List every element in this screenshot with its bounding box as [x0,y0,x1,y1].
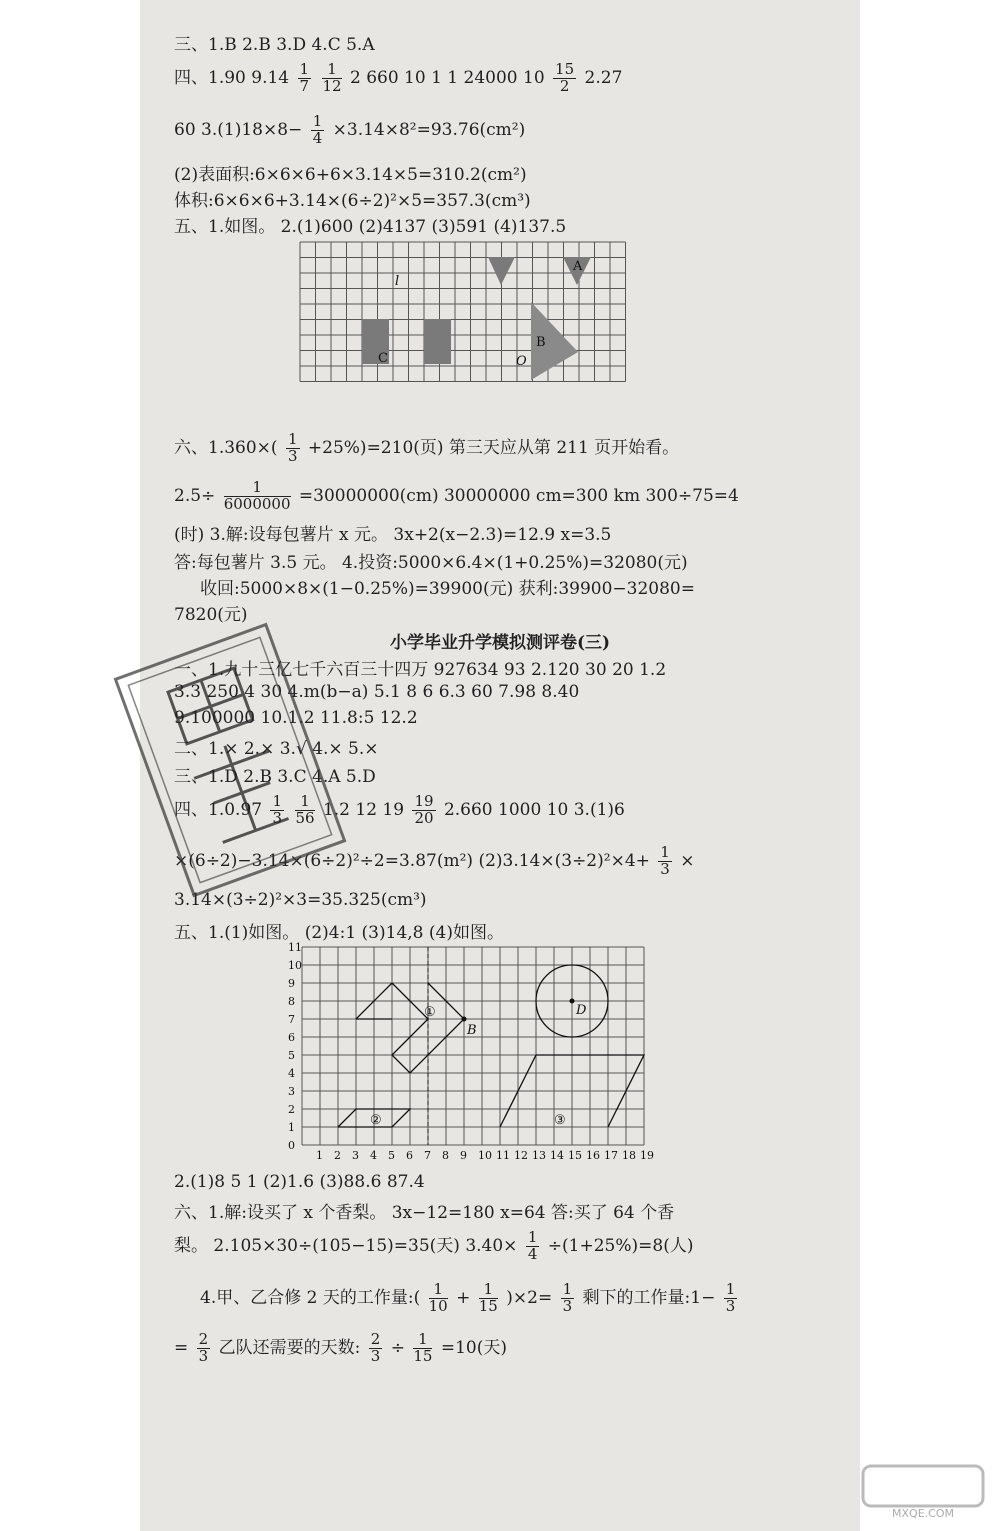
section-title: 小学毕业升学模拟测评卷(三) [389,633,611,653]
svg-text:MXQE.COM: MXQE.COM [892,1507,954,1520]
answer-line: 3.3 250 4 30 4.m(b−a) 5.1 8 6 6.3 60 7.98 8.40 [174,682,580,702]
label: B [536,335,546,350]
fraction: $\frac{2}{3}$ [198,1330,209,1365]
fraction: $\frac{1}{15}$ [413,1330,433,1365]
grid-figure-2 [288,940,678,1165]
answer-line: 梨。 2.105×30÷(105−15)=35(天) 3.40× $\frac{1}{4}$ ÷(1+25%)=8(人) [174,1228,694,1263]
answer-line: 收回:5000×8×(1−0.25%)=39900(元) 获利:39900−32080= [200,579,695,599]
answer-line: = $\frac{2}{3}$ 乙队还需要的天数: $\frac{2}{3}$ ÷ $\frac{1}{15}$ =10(天) [174,1330,507,1365]
y-tick-label: 2 [288,1103,295,1116]
y-tick-label: 11 [288,941,302,954]
fraction: $\frac{1}{4}$ [312,112,323,147]
label: O [516,354,527,369]
x-tick-label: 3 [352,1149,359,1162]
fraction: $\frac{1}{4}$ [527,1228,538,1263]
fraction: $\frac{1}{3}$ [272,792,283,827]
y-tick-label: 10 [288,959,302,972]
answer-line: 4.甲、乙合修 2 天的工作量:( $\frac{1}{10}$ + $\frac{1}{15}$ )×2= $\frac{1}{3}$ 剩下的工作量:1− $\frac{1}{3}$ [200,1280,736,1315]
x-tick-label: 4 [370,1149,377,1162]
x-tick-label: 6 [406,1149,413,1162]
fraction: $\frac{1}{56}$ [295,792,315,827]
answer-line: ×(6÷2)−3.14×(6÷2)²÷2=3.87(m²) (2)3.14×(3÷2)²×4+ $\frac{1}{3}$ × [174,843,695,878]
figure-shapes [338,947,644,1145]
label: ② [370,1113,382,1128]
shaded-triangle [488,257,515,285]
watermark-logo [858,1461,988,1521]
fraction: $\frac{19}{20}$ [414,792,434,827]
answer-line: 2.5÷ $\frac{1}{6000000}$ =30000000(cm) 30000000 cm=300 km 300÷75=4 [174,478,739,513]
label: B [467,1023,477,1038]
fraction: $\frac{1}{3}$ [287,430,298,465]
answer-line: 四、1.0.97 $\frac{1}{3}$ $\frac{1}{56}$ 1.2 12 19 $\frac{19}{20}$ 2.660 1000 10 3.(1)6 [174,792,625,827]
y-tick-label: 6 [288,1031,295,1044]
answer-line: (2)表面积:6×6×6+6×3.14×5=310.2(cm²) [174,165,527,185]
x-tick-label: 15 [568,1149,582,1162]
x-tick-label: 12 [514,1149,528,1162]
label: A [573,259,583,274]
x-tick-label: 13 [532,1149,546,1162]
answer-line: 一、1.九十三亿七千六百三十四万 927634 93 2.120 30 20 1.2 [174,660,667,680]
answer-line: 答:每包薯片 3.5 元。 4.投资:5000×6.4×(1+0.25%)=32080(元) [174,553,688,573]
y-tick-label: 5 [288,1049,295,1062]
x-tick-label: 19 [640,1149,654,1162]
answer-line: 3.14×(3÷2)²×3=35.325(cm³) [174,890,427,910]
x-tick-label: 1 [316,1149,323,1162]
answer-line: 三、1.B 2.B 3.D 4.C 5.A [174,35,375,55]
x-tick-label: 9 [460,1149,467,1162]
x-tick-label: 2 [334,1149,341,1162]
label: C [378,351,388,366]
fraction: $\frac{1}{10}$ [428,1280,448,1315]
x-tick-label: 14 [550,1149,564,1162]
x-tick-label: 7 [424,1149,431,1162]
answer-line: 四、1.90 9.14 $\frac{1}{7}$ $\frac{1}{12}$ 2 660 10 1 1 24000 10 $\frac{15}{2}$ 2.27 [174,60,623,95]
fraction: $\frac{15}{2}$ [555,60,575,95]
x-tick-label: 17 [604,1149,618,1162]
answer-line: 六、1.360×( $\frac{1}{3}$ +25%)=210(页) 第三天应从第 211 页开始看。 [174,430,680,465]
answer-line: 五、1.如图。 2.(1)600 (2)4137 (3)591 (4)137.5 [174,217,567,237]
fraction: $\frac{1}{15}$ [478,1280,498,1315]
y-tick-label: 8 [288,995,295,1008]
x-tick-label: 10 [478,1149,492,1162]
y-tick-label: 7 [288,1013,295,1026]
label: ③ [554,1113,566,1128]
label: ① [424,1005,436,1020]
answer-line: 三、1.D 2.B 3.C 4.A 5.D [174,767,376,787]
x-tick-label: 11 [496,1149,510,1162]
answer-line: 二、1.× 2.× 3.√ 4.× 5.× [174,739,379,759]
y-tick-label: 4 [288,1067,295,1080]
answer-line: 体积:6×6×6+3.14×(6÷2)²×5=357.3(cm³) [174,191,531,211]
grid-figure-1 [298,240,648,410]
x-tick-label: 16 [586,1149,600,1162]
x-tick-label: 8 [442,1149,449,1162]
y-tick-label: 1 [288,1121,295,1134]
shaded-shape [424,319,451,364]
x-tick-label: 18 [622,1149,636,1162]
answer-line: 六、1.解:设买了 x 个香梨。 3x−12=180 x=64 答:买了 64 个香 [174,1203,675,1223]
answer-line: 60 3.(1)18×8− $\frac{1}{4}$ ×3.14×8²=93.76(cm²) [174,112,526,147]
y-tick-label: 9 [288,977,295,990]
fraction: $\frac{1}{6000000}$ [223,478,291,513]
fraction: $\frac{1}{7}$ [299,60,310,95]
answer-line: 五、1.(1)如图。 (2)4:1 (3)14,8 (4)如图。 [174,923,504,943]
fraction: $\frac{1}{3}$ [562,1280,573,1315]
x-tick-label: 5 [388,1149,395,1162]
label: D [576,1003,587,1018]
answer-line: 2.(1)8 5 1 (2)1.6 (3)88.6 87.4 [174,1172,425,1192]
answer-line: 9.100000 10.1.2 11.8:5 12.2 [174,708,418,728]
y-tick-label: 3 [288,1085,295,1098]
fraction: $\frac{1}{3}$ [725,1280,736,1315]
label: l [395,274,400,289]
answer-line: 7820(元) [174,605,248,625]
fraction: $\frac{1}{12}$ [322,60,342,95]
y-tick-label: 0 [288,1139,295,1152]
answer-line: (时) 3.解:设每包薯片 x 元。 3x+2(x−2.3)=12.9 x=3.5 [174,525,612,545]
fraction: $\frac{2}{3}$ [370,1330,381,1365]
fraction: $\frac{1}{3}$ [660,843,670,878]
